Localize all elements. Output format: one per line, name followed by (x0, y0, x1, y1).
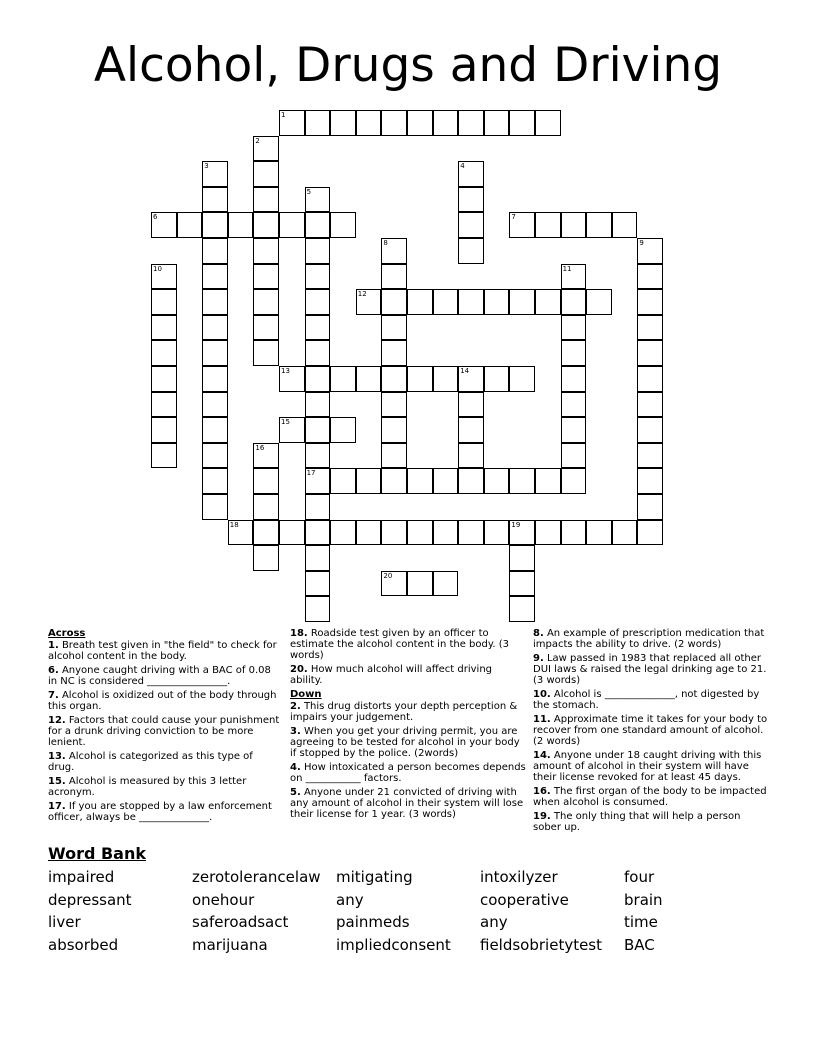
grid-cell[interactable] (356, 520, 382, 546)
clue-item (533, 689, 771, 711)
word-bank-item: time (624, 913, 658, 932)
grid-cell[interactable] (458, 520, 484, 546)
grid-cell[interactable] (279, 110, 305, 136)
grid-cell[interactable] (228, 520, 254, 546)
grid-cell[interactable] (151, 417, 177, 443)
clue-text: Approximate time it takes for your body to recover from one standard amount of alcohol. (2 words) (533, 714, 768, 747)
grid-cell[interactable] (458, 366, 484, 392)
grid-cell[interactable] (484, 289, 510, 315)
grid-cell[interactable] (253, 443, 279, 469)
clue-number: 11 (562, 264, 572, 273)
grid-cell[interactable] (509, 212, 535, 238)
grid-cell[interactable] (151, 366, 177, 392)
grid-cell[interactable] (151, 212, 177, 238)
grid-cell[interactable] (381, 468, 407, 494)
grid-cell[interactable] (509, 366, 535, 392)
grid-cell[interactable] (561, 392, 587, 418)
grid-cell[interactable] (433, 520, 459, 546)
grid-cell[interactable] (202, 238, 228, 264)
grid-cell[interactable] (407, 289, 433, 315)
grid-cell[interactable] (561, 315, 587, 341)
clue-item (290, 701, 526, 723)
clue-number: 1 (281, 111, 286, 119)
grid-cell[interactable] (151, 340, 177, 366)
clue-text: Anyone under 18 caught driving with this amount of alcohol in their system will have their license revoked for at least 45 days. (533, 750, 762, 783)
grid-cell[interactable] (253, 520, 279, 546)
clue-number: 4. (290, 762, 301, 773)
grid-cell[interactable] (433, 110, 459, 136)
clue-item (48, 776, 280, 798)
clue-text: How much alcohol will affect driving ability. (290, 664, 493, 686)
grid-cell[interactable] (356, 366, 382, 392)
clue-text: Anyone caught driving with a BAC of 0.08 in NC is considered ________________. (48, 665, 271, 687)
grid-cell[interactable] (561, 520, 587, 546)
grid-cell[interactable] (509, 596, 535, 622)
grid-cell[interactable] (151, 443, 177, 469)
clue-item (533, 628, 771, 650)
grid-cell[interactable] (381, 571, 407, 597)
grid-cell[interactable] (509, 110, 535, 136)
grid-cell[interactable] (330, 110, 356, 136)
grid-cell[interactable] (202, 366, 228, 392)
grid-cell[interactable] (253, 494, 279, 520)
clue-number: 10 (153, 264, 162, 273)
clue-number: 9 (639, 239, 644, 247)
grid-cell[interactable] (253, 289, 279, 315)
grid-cell[interactable] (356, 468, 382, 494)
grid-cell[interactable] (305, 468, 331, 494)
grid-cell[interactable] (202, 264, 228, 290)
grid-cell[interactable] (458, 110, 484, 136)
clue-item (533, 811, 771, 833)
clue-number: 12. (48, 715, 66, 726)
clues-column-1 (48, 628, 280, 826)
grid-cell[interactable] (381, 110, 407, 136)
grid-cell[interactable] (407, 468, 433, 494)
grid-cell[interactable] (458, 161, 484, 187)
grid-cell[interactable] (330, 520, 356, 546)
word-bank-item: cooperative (480, 890, 569, 909)
grid-cell[interactable] (305, 340, 331, 366)
clue-text: Alcohol is oxidized out of the body through this organ. (48, 690, 277, 712)
clue-number: 6 (153, 213, 158, 222)
clue-number: 1. (48, 640, 59, 651)
grid-cell[interactable] (330, 468, 356, 494)
grid-cell[interactable] (458, 468, 484, 494)
grid-cell[interactable] (484, 520, 510, 546)
grid-cell[interactable] (458, 289, 484, 315)
clue-number: 16 (255, 443, 265, 452)
clue-item (48, 751, 280, 773)
clue-number: 7. (48, 690, 59, 701)
word-bank-item: brain (624, 890, 663, 909)
clue-number: 14. (533, 750, 551, 761)
clue-number: 11. (533, 714, 551, 725)
grid-cell[interactable] (458, 238, 484, 264)
word-bank-item: BAC (624, 936, 655, 955)
grid-cell[interactable] (202, 187, 228, 213)
grid-cell[interactable] (561, 264, 587, 290)
clue-text: Factors that could cause your punishment for a drunk driving conviction to be more lenient. (48, 715, 280, 748)
word-bank-item: four (624, 868, 655, 886)
grid-cell[interactable] (356, 289, 382, 315)
grid-cell[interactable] (305, 520, 331, 546)
clues-column-2 (290, 628, 526, 823)
grid-cell[interactable] (253, 468, 279, 494)
clue-item (48, 801, 280, 823)
grid-cell[interactable] (407, 366, 433, 392)
word-bank (48, 866, 788, 957)
clue-number: 6. (48, 665, 59, 676)
grid-cell[interactable] (484, 366, 510, 392)
grid-cell[interactable] (484, 110, 510, 136)
grid-cell[interactable] (381, 366, 407, 392)
grid-cell[interactable] (279, 212, 305, 238)
clue-text: The first organ of the body to be impacted when alcohol is consumed. (533, 786, 767, 808)
grid-cell[interactable] (433, 571, 459, 597)
grid-cell[interactable] (151, 315, 177, 341)
clue-text: This drug distorts your depth perception & impairs your judgement. (290, 701, 518, 723)
grid-cell[interactable] (535, 212, 561, 238)
word-bank-item: marijuana (192, 936, 268, 955)
word-bank-item: any (480, 913, 508, 932)
word-bank-item: liver (48, 913, 81, 932)
grid-cell[interactable] (637, 264, 663, 290)
grid-cell[interactable] (586, 520, 612, 546)
clue-item (290, 762, 526, 784)
word-bank-item: impaired (48, 868, 115, 886)
clue-text: Law passed in 1983 that replaced all other DUI laws & raised the legal drinking age to 21. (3 words) (533, 653, 767, 686)
grid-cell[interactable] (561, 340, 587, 366)
clue-item (533, 786, 771, 808)
grid-cell[interactable] (202, 392, 228, 418)
clue-number: 10. (533, 689, 551, 700)
clue-number: 3. (290, 726, 301, 737)
clue-text: Alcohol is categorized as this type of drug. (48, 751, 253, 773)
grid-cell[interactable] (433, 366, 459, 392)
grid-cell[interactable] (458, 417, 484, 443)
clue-item (533, 750, 771, 783)
clue-item (48, 665, 280, 687)
clue-number: 20. (290, 664, 308, 675)
grid-cell[interactable] (253, 238, 279, 264)
grid-cell[interactable] (202, 161, 228, 187)
clue-number: 8 (383, 239, 388, 247)
page-title: Alcohol, Drugs and Driving (93, 38, 723, 93)
grid-cell[interactable] (253, 136, 279, 162)
grid-cell[interactable] (151, 289, 177, 315)
clue-text: Alcohol is measured by this 3 letter acronym. (48, 776, 247, 798)
grid-cell[interactable] (433, 289, 459, 315)
clue-number: 18. (290, 628, 308, 639)
grid-cell[interactable] (433, 468, 459, 494)
clue-number: 15. (48, 776, 66, 787)
grid-cell[interactable] (637, 238, 663, 264)
grid-cell[interactable] (305, 264, 331, 290)
grid-cell[interactable] (305, 289, 331, 315)
grid-cell[interactable] (330, 417, 356, 443)
grid-cell[interactable] (509, 520, 535, 546)
word-bank-item: mitigating (336, 868, 413, 886)
grid-cell[interactable] (612, 212, 638, 238)
grid-cell[interactable] (253, 187, 279, 213)
grid-cell[interactable] (253, 545, 279, 571)
clue-number: 16. (533, 786, 551, 797)
grid-cell[interactable] (535, 110, 561, 136)
grid-cell[interactable] (637, 443, 663, 469)
grid-cell[interactable] (586, 212, 612, 238)
grid-cell[interactable] (458, 187, 484, 213)
clue-number: 20 (383, 571, 393, 580)
grid-cell[interactable] (279, 520, 305, 546)
clue-text: The only thing that will help a person sober up. (533, 811, 741, 833)
grid-cell[interactable] (305, 187, 331, 213)
grid-cell[interactable] (356, 110, 382, 136)
grid-cell[interactable] (305, 110, 331, 136)
word-bank-item: intoxilyzer (480, 868, 558, 886)
clue-number: 13 (281, 367, 290, 375)
grid-cell[interactable] (561, 212, 587, 238)
grid-cell[interactable] (253, 315, 279, 341)
word-bank-item: saferoadsact (192, 913, 289, 932)
clue-number: 9. (533, 653, 544, 664)
clue-number: 14 (460, 367, 470, 375)
clue-number: 2 (255, 136, 260, 145)
clue-item (290, 726, 526, 759)
grid-cell[interactable] (305, 443, 331, 469)
clue-item (290, 664, 526, 686)
clue-item (290, 628, 526, 661)
grid-cell[interactable] (612, 520, 638, 546)
grid-cell[interactable] (381, 238, 407, 264)
grid-cell[interactable] (305, 366, 331, 392)
grid-cell[interactable] (305, 571, 331, 597)
grid-cell[interactable] (202, 494, 228, 520)
grid-cell[interactable] (202, 289, 228, 315)
grid-cell[interactable] (586, 289, 612, 315)
grid-cell[interactable] (151, 392, 177, 418)
clue-item (48, 690, 280, 712)
grid-cell[interactable] (561, 468, 587, 494)
grid-cell[interactable] (381, 264, 407, 290)
grid-cell[interactable] (381, 340, 407, 366)
grid-cell[interactable] (381, 520, 407, 546)
grid-cell[interactable] (305, 238, 331, 264)
grid-cell[interactable] (279, 417, 305, 443)
grid-cell[interactable] (151, 264, 177, 290)
grid-cell[interactable] (637, 315, 663, 341)
clue-item (48, 715, 280, 748)
word-bank-item: zerotolerancelaw (192, 868, 321, 886)
clue-number: 17 (306, 469, 316, 478)
grid-cell[interactable] (561, 443, 587, 469)
clue-number: 5 (306, 187, 312, 196)
grid-cell[interactable] (509, 545, 535, 571)
grid-cell[interactable] (202, 443, 228, 469)
grid-cell[interactable] (535, 520, 561, 546)
grid-cell[interactable] (228, 212, 254, 238)
grid-cell[interactable] (407, 571, 433, 597)
word-bank-item: painmeds (336, 913, 410, 932)
clue-number: 4 (460, 162, 465, 171)
grid-cell[interactable] (407, 520, 433, 546)
grid-cell[interactable] (484, 468, 510, 494)
word-bank-item: onehour (192, 890, 255, 909)
clue-item (533, 653, 771, 686)
clue-number: 8. (533, 628, 544, 639)
clue-text: Breath test given in "the field" to check for alcohol content in the body. (48, 640, 277, 662)
grid-cell[interactable] (509, 468, 535, 494)
grid-cell[interactable] (202, 340, 228, 366)
clue-number: 13. (48, 751, 66, 762)
grid-cell[interactable] (637, 340, 663, 366)
grid-cell[interactable] (381, 392, 407, 418)
clue-number: 5. (290, 787, 301, 798)
grid-cell[interactable] (202, 468, 228, 494)
clue-number: 17. (48, 801, 66, 812)
grid-cell[interactable] (305, 545, 331, 571)
grid-cell[interactable] (535, 289, 561, 315)
grid-cell[interactable] (637, 494, 663, 520)
grid-cell[interactable] (305, 392, 331, 418)
grid-cell[interactable] (561, 417, 587, 443)
grid-cell[interactable] (637, 366, 663, 392)
grid-cell[interactable] (535, 468, 561, 494)
word-bank-item: absorbed (48, 936, 119, 955)
clue-text: If you are stopped by a law enforcement officer, always be ______________. (48, 801, 272, 823)
clue-number: 18 (229, 520, 239, 529)
grid-cell[interactable] (637, 392, 663, 418)
grid-cell[interactable] (177, 212, 203, 238)
clue-item (290, 787, 526, 820)
grid-cell[interactable] (330, 212, 356, 238)
grid-cell[interactable] (509, 571, 535, 597)
grid-cell[interactable] (253, 161, 279, 187)
grid-cell[interactable] (279, 366, 305, 392)
word-bank-item: depressant (48, 890, 132, 909)
word-bank-item: any (336, 890, 364, 909)
grid-cell[interactable] (305, 494, 331, 520)
grid-cell[interactable] (202, 417, 228, 443)
grid-cell[interactable] (305, 212, 331, 238)
down-header: Down (290, 689, 322, 700)
clue-number: 3 (204, 162, 209, 171)
clue-number: 12 (357, 290, 367, 299)
clue-number: 19. (533, 811, 551, 822)
grid-cell[interactable] (305, 315, 331, 341)
word-bank-item: impliedconsent (336, 936, 451, 955)
grid-cell[interactable] (202, 212, 228, 238)
clue-text: Anyone under 21 convicted of driving with any amount of alcohol in their system will lose their license for 1 year. (3 words) (290, 787, 524, 820)
clue-text: Roadside test given by an officer to estimate the alcohol content in the body. (3 words) (290, 628, 509, 661)
grid-cell[interactable] (253, 340, 279, 366)
grid-cell[interactable] (381, 417, 407, 443)
clue-item (48, 640, 280, 662)
clue-number: 7 (511, 213, 516, 222)
grid-cell[interactable] (381, 443, 407, 469)
clue-text: An example of prescription medication that impacts the ability to drive. (2 words) (533, 628, 765, 650)
clue-item (533, 714, 771, 747)
grid-cell[interactable] (381, 289, 407, 315)
grid-cell[interactable] (305, 417, 331, 443)
grid-cell[interactable] (637, 289, 663, 315)
clue-number: 19 (511, 520, 521, 529)
clue-text: When you get your driving permit, you are agreeing to be tested for alcohol in your body if stopped by the police. (2words) (290, 726, 520, 759)
grid-cell[interactable] (458, 443, 484, 469)
grid-cell[interactable] (407, 110, 433, 136)
grid-cell[interactable] (637, 468, 663, 494)
grid-cell[interactable] (305, 596, 331, 622)
grid-cell[interactable] (509, 289, 535, 315)
across-header: Across (48, 628, 86, 639)
grid-cell[interactable] (330, 366, 356, 392)
grid-cell[interactable] (637, 417, 663, 443)
clue-text: Alcohol is ______________, not digested by the stomach. (533, 689, 760, 711)
clues-column-3 (533, 628, 771, 836)
grid-cell[interactable] (561, 289, 587, 315)
grid-cell[interactable] (253, 212, 279, 238)
clue-number: 15 (281, 418, 290, 427)
word-bank-item: fieldsobrietytest (480, 936, 603, 955)
grid-cell[interactable] (381, 315, 407, 341)
grid-cell[interactable] (561, 366, 587, 392)
word-bank-title: Word Bank (48, 844, 147, 863)
grid-cell[interactable] (458, 212, 484, 238)
clue-number: 2. (290, 701, 301, 712)
grid-cell[interactable] (202, 315, 228, 341)
grid-cell[interactable] (637, 520, 663, 546)
grid-cell[interactable] (458, 392, 484, 418)
grid-cell[interactable] (253, 264, 279, 290)
clue-text: How intoxicated a person becomes depends on ___________ factors. (290, 762, 526, 784)
